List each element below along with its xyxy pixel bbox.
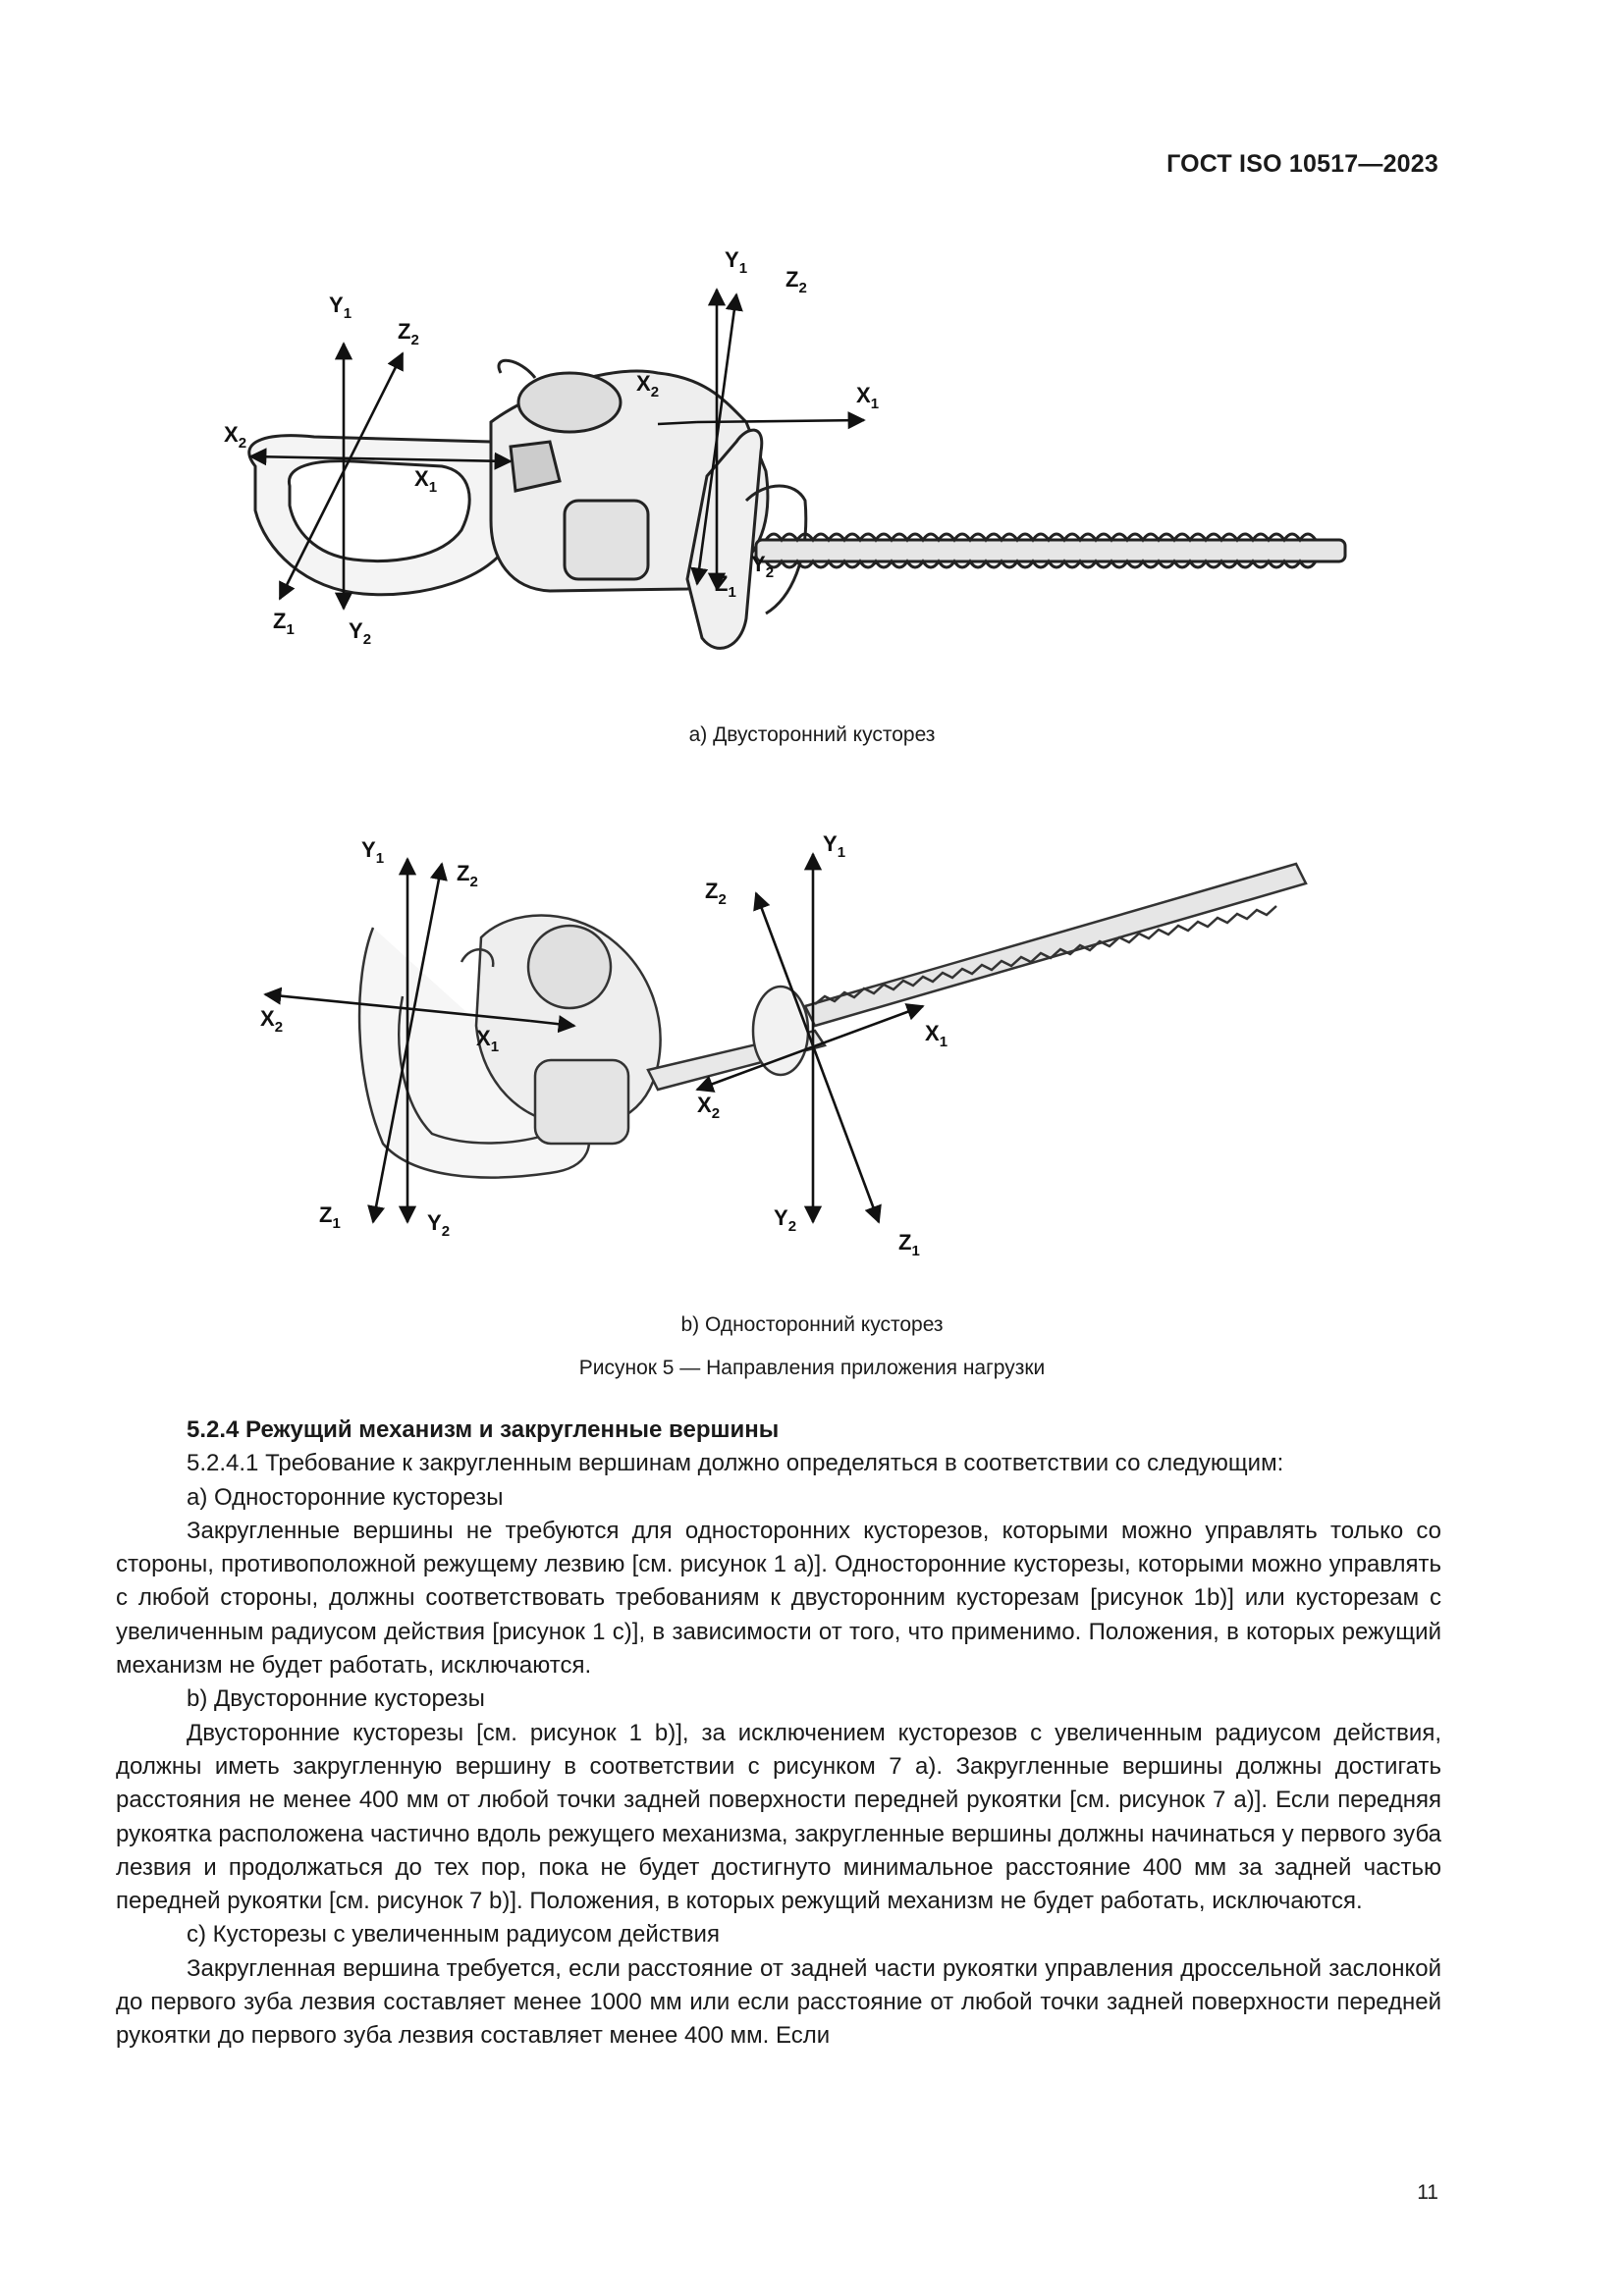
paragraph: 5.2.4.1 Требование к закругленным вершинам должно определяться в соответствии со следующим: [187,1450,1284,1477]
label-a-left-x2: $X_2$ [224,422,247,452]
figure-b-single-sided-hedge-trimmer [236,820,1394,1281]
label-b-right-x2: $X_2$ [697,1093,721,1122]
figure-a-double-sided-hedge-trimmer [196,245,1355,687]
section-heading: 5.2.4 Режущий механизм и закругленные вершины [187,1416,780,1443]
label-a-left-y2: $Y_2$ [349,618,372,648]
label-b-right-z1: $Z_1$ [898,1230,920,1259]
label-a-left-z1: $Z_1$ [273,609,295,638]
label-a-right-x1: $X_1$ [856,383,880,412]
label-b-left-z2: $Z_2$ [457,861,478,890]
paragraph: Закругленные вершины не требуются для односторонних кусторезов, которыми можно управлять только со стороны, противоположной режущему лезвию [см. рисунок 1 а)]. Односторонние кусторезы, которыми можно управлять с любой стороны, должны соответствовать требованиям к двусторонним кусторезам [рисунок 1b)] или кусторезам с увеличенным радиусом действия [рисунок 1 с)], в зависимости от того, что применимо. Положения, в которых режущий механизм не будет работать, исключаются. [116,1517,1441,1680]
label-a-right-z1: $Z_1$ [715,571,736,601]
label-a-right-x2: $X_2$ [636,371,660,400]
label-b-left-y1: $Y_1$ [361,837,385,867]
label-b-right-x1: $X_1$ [925,1021,948,1050]
figure-title: Рисунок 5 — Направления приложения нагрузки [578,1357,1046,1379]
label-a-left-x1: $X_1$ [414,466,438,496]
label-b-left-x1: $X_1$ [476,1026,500,1055]
paragraph: Двусторонние кусторезы [см. рисунок 1 b)], за исключением кусторезов с увеличенным радиусом действия, должны иметь закругленную вершину в соответствии с рисунком 7 а). Закругленные вершины должны достигать расстояния не менее 400 мм от любой точки задней поверхности передней рукоятки [см. рисунок 7 а)]. Если передняя рукоятка расположена частично вдоль режущего механизма, закругленные вершины должны начинаться у первого зуба лезвия и продолжаться до тех пор, пока не будет достигнуто минимальное расстояние 400 мм за задней частью передней рукоятки [см. рисунок 7 b)]. Положения, в которых режущий механизм не будет работать, исключаются. [116,1719,1441,1915]
label-a-right-y1: $Y_1$ [725,247,748,277]
section-body [116,1414,1441,2054]
label-b-right-z2: $Z_2$ [705,879,727,908]
label-b-right-y2: $Y_2$ [774,1205,797,1235]
figure-a-caption: а) Двусторонний кусторез [688,723,936,746]
label-b-left-y2: $Y_2$ [427,1210,451,1240]
paragraph: а) Односторонние кусторезы [187,1483,504,1511]
axes-right-set-b [697,854,923,1222]
label-a-right-z2: $Z_2$ [785,267,807,296]
label-a-left-z2: $Z_2$ [398,319,419,348]
hedge-trimmer-drawing [249,360,1345,648]
paragraph: с) Кусторезы с увеличенным радиусом действия [187,1921,720,1949]
label-b-left-x2: $X_2$ [260,1006,284,1036]
hedge-trimmer-drawing-b [359,864,1306,1178]
label-b-right-y1: $Y_1$ [823,831,846,861]
page-number: 11 [1417,2181,1438,2204]
paragraph: b) Двусторонние кусторезы [187,1685,485,1713]
paragraph: Закругленная вершина требуется, если расстояние от задней части рукоятки управления дроссельной заслонкой до первого зуба лезвия составляет менее 1000 мм или если расстояние от любой точки задней поверхности передней рукоятки до первого зуба лезвия составляет менее 400 мм. Если [116,1954,1441,2050]
document-code-header: ГОСТ ISO 10517—2023 [1166,150,1438,178]
figure-b-caption: b) Односторонний кусторез [680,1313,944,1336]
label-a-left-y1: $Y_1$ [329,293,352,322]
label-b-left-z1: $Z_1$ [319,1202,341,1232]
label-a-right-y2: $Y_2$ [751,552,775,581]
